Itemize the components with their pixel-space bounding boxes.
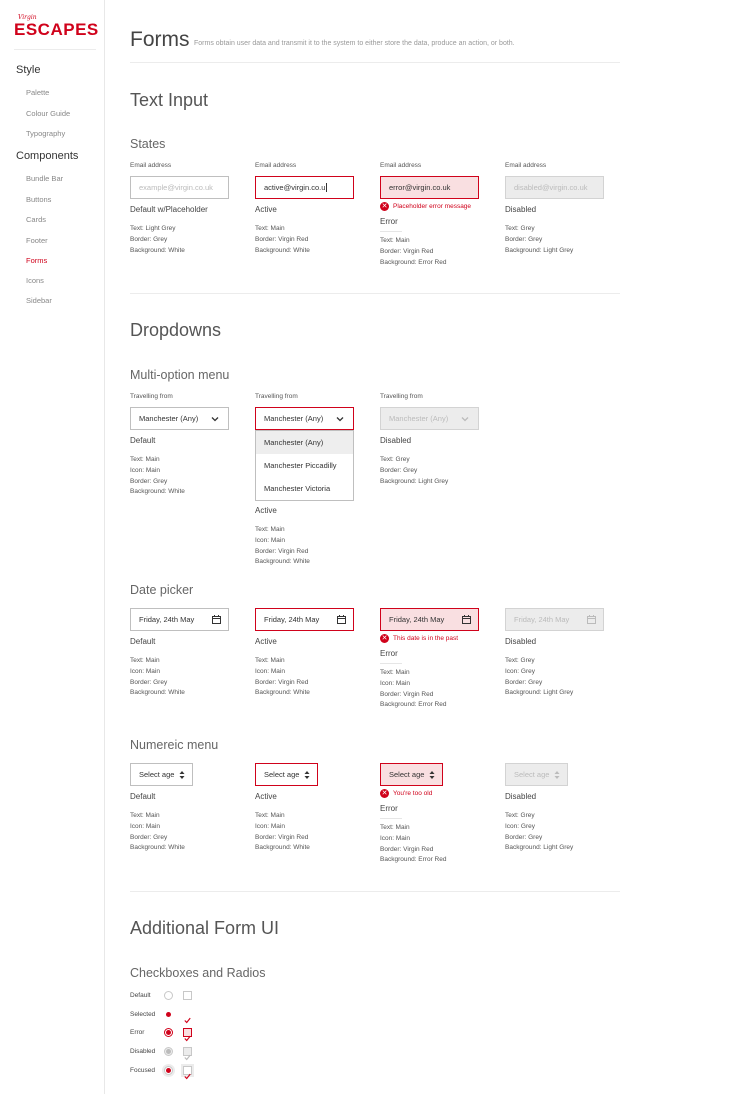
state-name: Default w/Placeholder <box>130 205 208 214</box>
spec-item: Border: Grey <box>505 678 543 686</box>
spec-item: Text: Main <box>130 812 160 819</box>
sidebar <box>0 0 105 1094</box>
date-picker-error[interactable] <box>380 608 479 631</box>
brand-logo[interactable] <box>14 14 99 39</box>
spec-item: Text: Main <box>255 812 285 819</box>
spec-item: Background: White <box>255 246 310 254</box>
radio-selected[interactable] <box>164 1010 173 1019</box>
checkbox-selected[interactable] <box>183 1010 192 1019</box>
spec-item: Text: Main <box>130 657 160 664</box>
state-name: Disabled <box>505 792 537 801</box>
stepper-icon <box>179 770 185 780</box>
chevron-down-icon <box>210 414 220 424</box>
spec-item: Text: Grey <box>505 812 535 819</box>
state-name: Active <box>255 506 277 515</box>
error-message <box>380 789 432 798</box>
travelling-from-options <box>255 430 354 501</box>
date-value: Friday, 24th May <box>389 615 445 624</box>
spec-item: Icon: Main <box>255 536 285 544</box>
text-cursor <box>326 183 327 192</box>
option-manchester-piccadilly[interactable]: Manchester Piccadilly <box>264 461 337 470</box>
sidebar-item-icons[interactable]: Icons <box>26 276 44 285</box>
radio-dot <box>166 1012 171 1017</box>
select-value: Manchester (Any) <box>389 414 449 423</box>
radio-error[interactable] <box>164 1028 173 1037</box>
spec-item: Background: Error Red <box>380 701 447 709</box>
travelling-from-label: Travelling from <box>255 393 298 400</box>
select-value: Select age <box>514 770 550 779</box>
spec-item: Icon: Main <box>130 822 160 830</box>
error-message <box>380 634 458 643</box>
subsection-title-checkboxes-radios: Checkboxes and Radios <box>130 966 266 980</box>
age-select-disabled <box>505 763 568 786</box>
error-icon: ✕ <box>381 635 388 642</box>
spec-item: Border: Virgin Red <box>255 235 309 243</box>
email-label: Email address <box>130 162 172 169</box>
radio-disabled <box>164 1047 173 1056</box>
spec-list <box>505 224 573 256</box>
spec-list <box>505 811 573 854</box>
divider <box>130 891 620 892</box>
spec-item: Icon: Main <box>130 466 160 474</box>
checkbox-default[interactable] <box>183 991 192 1000</box>
chevron-down-icon <box>335 414 345 424</box>
page-title: Forms <box>130 28 190 51</box>
sidebar-item-bundle-bar[interactable]: Bundle Bar <box>26 174 64 183</box>
error-text: This date is in the past <box>393 635 459 642</box>
row-label-selected: Selected <box>130 1011 156 1018</box>
checkmark-icon <box>184 1054 191 1061</box>
calendar-icon <box>587 615 596 624</box>
divider <box>130 293 620 294</box>
divider <box>130 62 620 63</box>
travelling-from-select-active[interactable] <box>255 407 354 430</box>
sidebar-item-forms[interactable]: Forms <box>26 256 48 265</box>
checkbox-error[interactable] <box>183 1028 192 1037</box>
radio-dot <box>166 1068 171 1073</box>
state-name: Active <box>255 637 277 646</box>
spec-item: Border: Virgin Red <box>380 690 434 698</box>
subsection-title-date-picker: Date picker <box>130 583 194 597</box>
state-name: Disabled <box>380 436 412 445</box>
section-title-additional-form-ui: Additional Form UI <box>130 918 280 938</box>
spec-item: Border: Grey <box>505 833 543 841</box>
email-field-default[interactable]: example@virgin.co.uk <box>130 176 229 199</box>
date-picker-active[interactable] <box>255 608 354 631</box>
email-label: Email address <box>380 162 422 169</box>
calendar-icon <box>462 615 471 624</box>
email-label: Email address <box>255 162 297 169</box>
spec-item: Border: Virgin Red <box>255 678 309 686</box>
checkmark-icon <box>184 1073 191 1080</box>
spec-list <box>380 455 448 487</box>
spec-list <box>255 656 310 699</box>
age-select-active[interactable] <box>255 763 318 786</box>
sidebar-item-buttons[interactable]: Buttons <box>26 195 52 204</box>
row-label-focused: Focused <box>130 1067 155 1074</box>
spec-item: Icon: Main <box>255 822 285 830</box>
spec-item: Border: Grey <box>130 235 168 243</box>
spec-item: Text: Grey <box>380 456 410 463</box>
state-name: Active <box>255 792 277 801</box>
error-text: You're too old <box>393 790 433 797</box>
spec-item: Background: Error Red <box>380 258 447 266</box>
state-name: Disabled <box>505 637 537 646</box>
spec-item: Background: White <box>130 844 185 852</box>
checkbox-focused[interactable] <box>183 1066 192 1075</box>
spec-list <box>255 811 310 854</box>
radio-focused[interactable] <box>164 1066 173 1075</box>
state-name: Disabled <box>505 205 537 214</box>
spec-item: Text: Main <box>255 657 285 664</box>
email-label: Email address <box>505 162 547 169</box>
error-icon: ✕ <box>381 203 388 210</box>
spec-item: Border: Grey <box>380 466 418 474</box>
state-name: Active <box>255 205 277 214</box>
select-value: Manchester (Any) <box>139 414 199 423</box>
spec-item: Background: White <box>130 689 185 697</box>
spec-list <box>380 823 446 866</box>
spec-list <box>130 811 185 854</box>
spec-item: Border: Grey <box>130 833 168 841</box>
spec-item: Border: Virgin Red <box>255 833 309 841</box>
email-field-active[interactable] <box>255 176 354 199</box>
email-field-value: active@virgin.co.u <box>264 183 326 192</box>
spec-item: Text: Grey <box>505 657 535 664</box>
subsection-title-states: States <box>130 137 166 151</box>
spec-item: Border: Grey <box>130 477 168 485</box>
sidebar-item-sidebar[interactable]: Sidebar <box>26 296 52 305</box>
spec-item: Border: Grey <box>130 678 168 686</box>
select-value: Select age <box>264 770 300 779</box>
email-field-disabled: disabled@virgin.co.uk <box>505 176 604 199</box>
spec-list <box>255 224 310 256</box>
spec-list <box>380 668 446 711</box>
spec-list <box>130 455 185 498</box>
page-description: Forms obtain user data and transmit it to the system to either store the data, produce an action, or both. <box>194 40 515 47</box>
radio-dot <box>166 1049 171 1054</box>
state-name: Error <box>380 217 398 226</box>
row-label-disabled: Disabled <box>130 1048 156 1055</box>
divider <box>14 49 96 50</box>
spec-item: Background: Light Grey <box>505 689 574 697</box>
checkmark-icon <box>184 1035 191 1042</box>
spec-item: Icon: Main <box>380 679 410 687</box>
brand-logo-small: Virgin <box>18 14 37 21</box>
select-value: Select age <box>389 770 425 779</box>
spec-item: Border: Virgin Red <box>255 547 309 555</box>
age-select-error[interactable] <box>380 763 443 786</box>
spec-item: Text: Main <box>130 456 160 463</box>
divider <box>380 818 402 819</box>
spec-item: Text: Main <box>255 225 285 232</box>
spec-item: Text: Light Grey <box>130 225 176 232</box>
state-name: Default <box>130 637 156 646</box>
spec-item: Border: Virgin Red <box>380 247 434 255</box>
option-manchester-any[interactable]: Manchester (Any) <box>256 431 353 454</box>
date-value: Friday, 24th May <box>139 615 195 624</box>
travelling-from-label: Travelling from <box>380 393 423 400</box>
brand-logo-text: ESCAPES <box>14 20 99 39</box>
sidebar-item-colour-guide[interactable]: Colour Guide <box>26 109 71 118</box>
spec-item: Text: Grey <box>505 225 535 232</box>
divider <box>380 663 402 664</box>
spec-item: Background: White <box>255 844 310 852</box>
calendar-icon <box>337 615 346 624</box>
spec-item: Text: Main <box>380 669 410 676</box>
travelling-from-select-disabled <box>380 407 479 430</box>
spec-list <box>130 224 185 256</box>
sidebar-item-palette[interactable]: Palette <box>26 88 50 97</box>
spec-item: Border: Grey <box>505 235 543 243</box>
spec-item: Background: Light Grey <box>505 844 574 852</box>
select-value: Manchester (Any) <box>264 414 324 423</box>
calendar-icon <box>212 615 221 624</box>
error-icon: ✕ <box>381 790 388 797</box>
travelling-from-select-default[interactable] <box>130 407 229 430</box>
state-name: Error <box>380 804 398 813</box>
date-value: Friday, 24th May <box>264 615 320 624</box>
spec-list <box>255 525 310 568</box>
spec-item: Background: Light Grey <box>380 477 449 485</box>
spec-item: Background: White <box>130 246 185 254</box>
spec-list <box>505 656 573 699</box>
divider <box>380 231 402 232</box>
select-value: Select age <box>139 770 175 779</box>
spec-item: Text: Main <box>380 824 410 831</box>
spec-item: Background: Light Grey <box>505 246 574 254</box>
travelling-from-label: Travelling from <box>130 393 173 400</box>
state-name: Default <box>130 792 156 801</box>
subsection-title-multi-option: Multi-option menu <box>130 368 230 382</box>
checkmark-icon <box>184 1017 191 1024</box>
checkbox-disabled <box>183 1047 192 1056</box>
date-picker-default[interactable] <box>130 608 229 631</box>
stepper-icon <box>304 770 310 780</box>
radio-dot <box>166 1030 171 1035</box>
stepper-icon <box>554 770 560 780</box>
date-value: Friday, 24th May <box>514 615 570 624</box>
row-label-error: Error <box>130 1029 145 1036</box>
spec-item: Background: White <box>255 558 310 566</box>
error-text: Placeholder error message <box>393 203 472 210</box>
spec-item: Icon: Grey <box>505 822 535 830</box>
sidebar-item-typography[interactable]: Typography <box>26 129 66 138</box>
spec-item: Icon: Main <box>255 667 285 675</box>
option-manchester-victoria[interactable]: Manchester Victoria <box>264 484 331 493</box>
spec-item: Icon: Grey <box>505 667 535 675</box>
sidebar-item-footer[interactable]: Footer <box>26 236 48 245</box>
spec-item: Icon: Main <box>380 834 410 842</box>
state-name: Default <box>130 436 156 445</box>
section-title-text-input: Text Input <box>130 90 209 110</box>
spec-list <box>380 236 446 268</box>
spec-item: Border: Virgin Red <box>380 845 434 853</box>
spec-item: Background: White <box>130 488 185 496</box>
subsection-title-numeric-menu: Numereic menu <box>130 738 219 752</box>
sidebar-item-cards[interactable]: Cards <box>26 215 47 224</box>
sidebar-group-style: Style <box>16 64 41 76</box>
row-label-default: Default <box>130 992 151 999</box>
stepper-icon <box>429 770 435 780</box>
spec-item: Text: Main <box>380 237 410 244</box>
state-name: Error <box>380 649 398 658</box>
sidebar-group-components: Components <box>16 150 79 162</box>
radio-default[interactable] <box>164 991 173 1000</box>
email-field-error[interactable]: error@virgin.co.uk <box>380 176 479 199</box>
spec-item: Icon: Main <box>130 667 160 675</box>
spec-item: Text: Main <box>255 526 285 533</box>
spec-item: Background: Error Red <box>380 856 447 864</box>
date-picker-disabled <box>505 608 604 631</box>
section-title-dropdowns: Dropdowns <box>130 320 222 340</box>
age-select-default[interactable] <box>130 763 193 786</box>
error-message <box>380 202 471 211</box>
spec-item: Background: White <box>255 689 310 697</box>
chevron-down-icon <box>460 414 470 424</box>
spec-list <box>130 656 185 699</box>
